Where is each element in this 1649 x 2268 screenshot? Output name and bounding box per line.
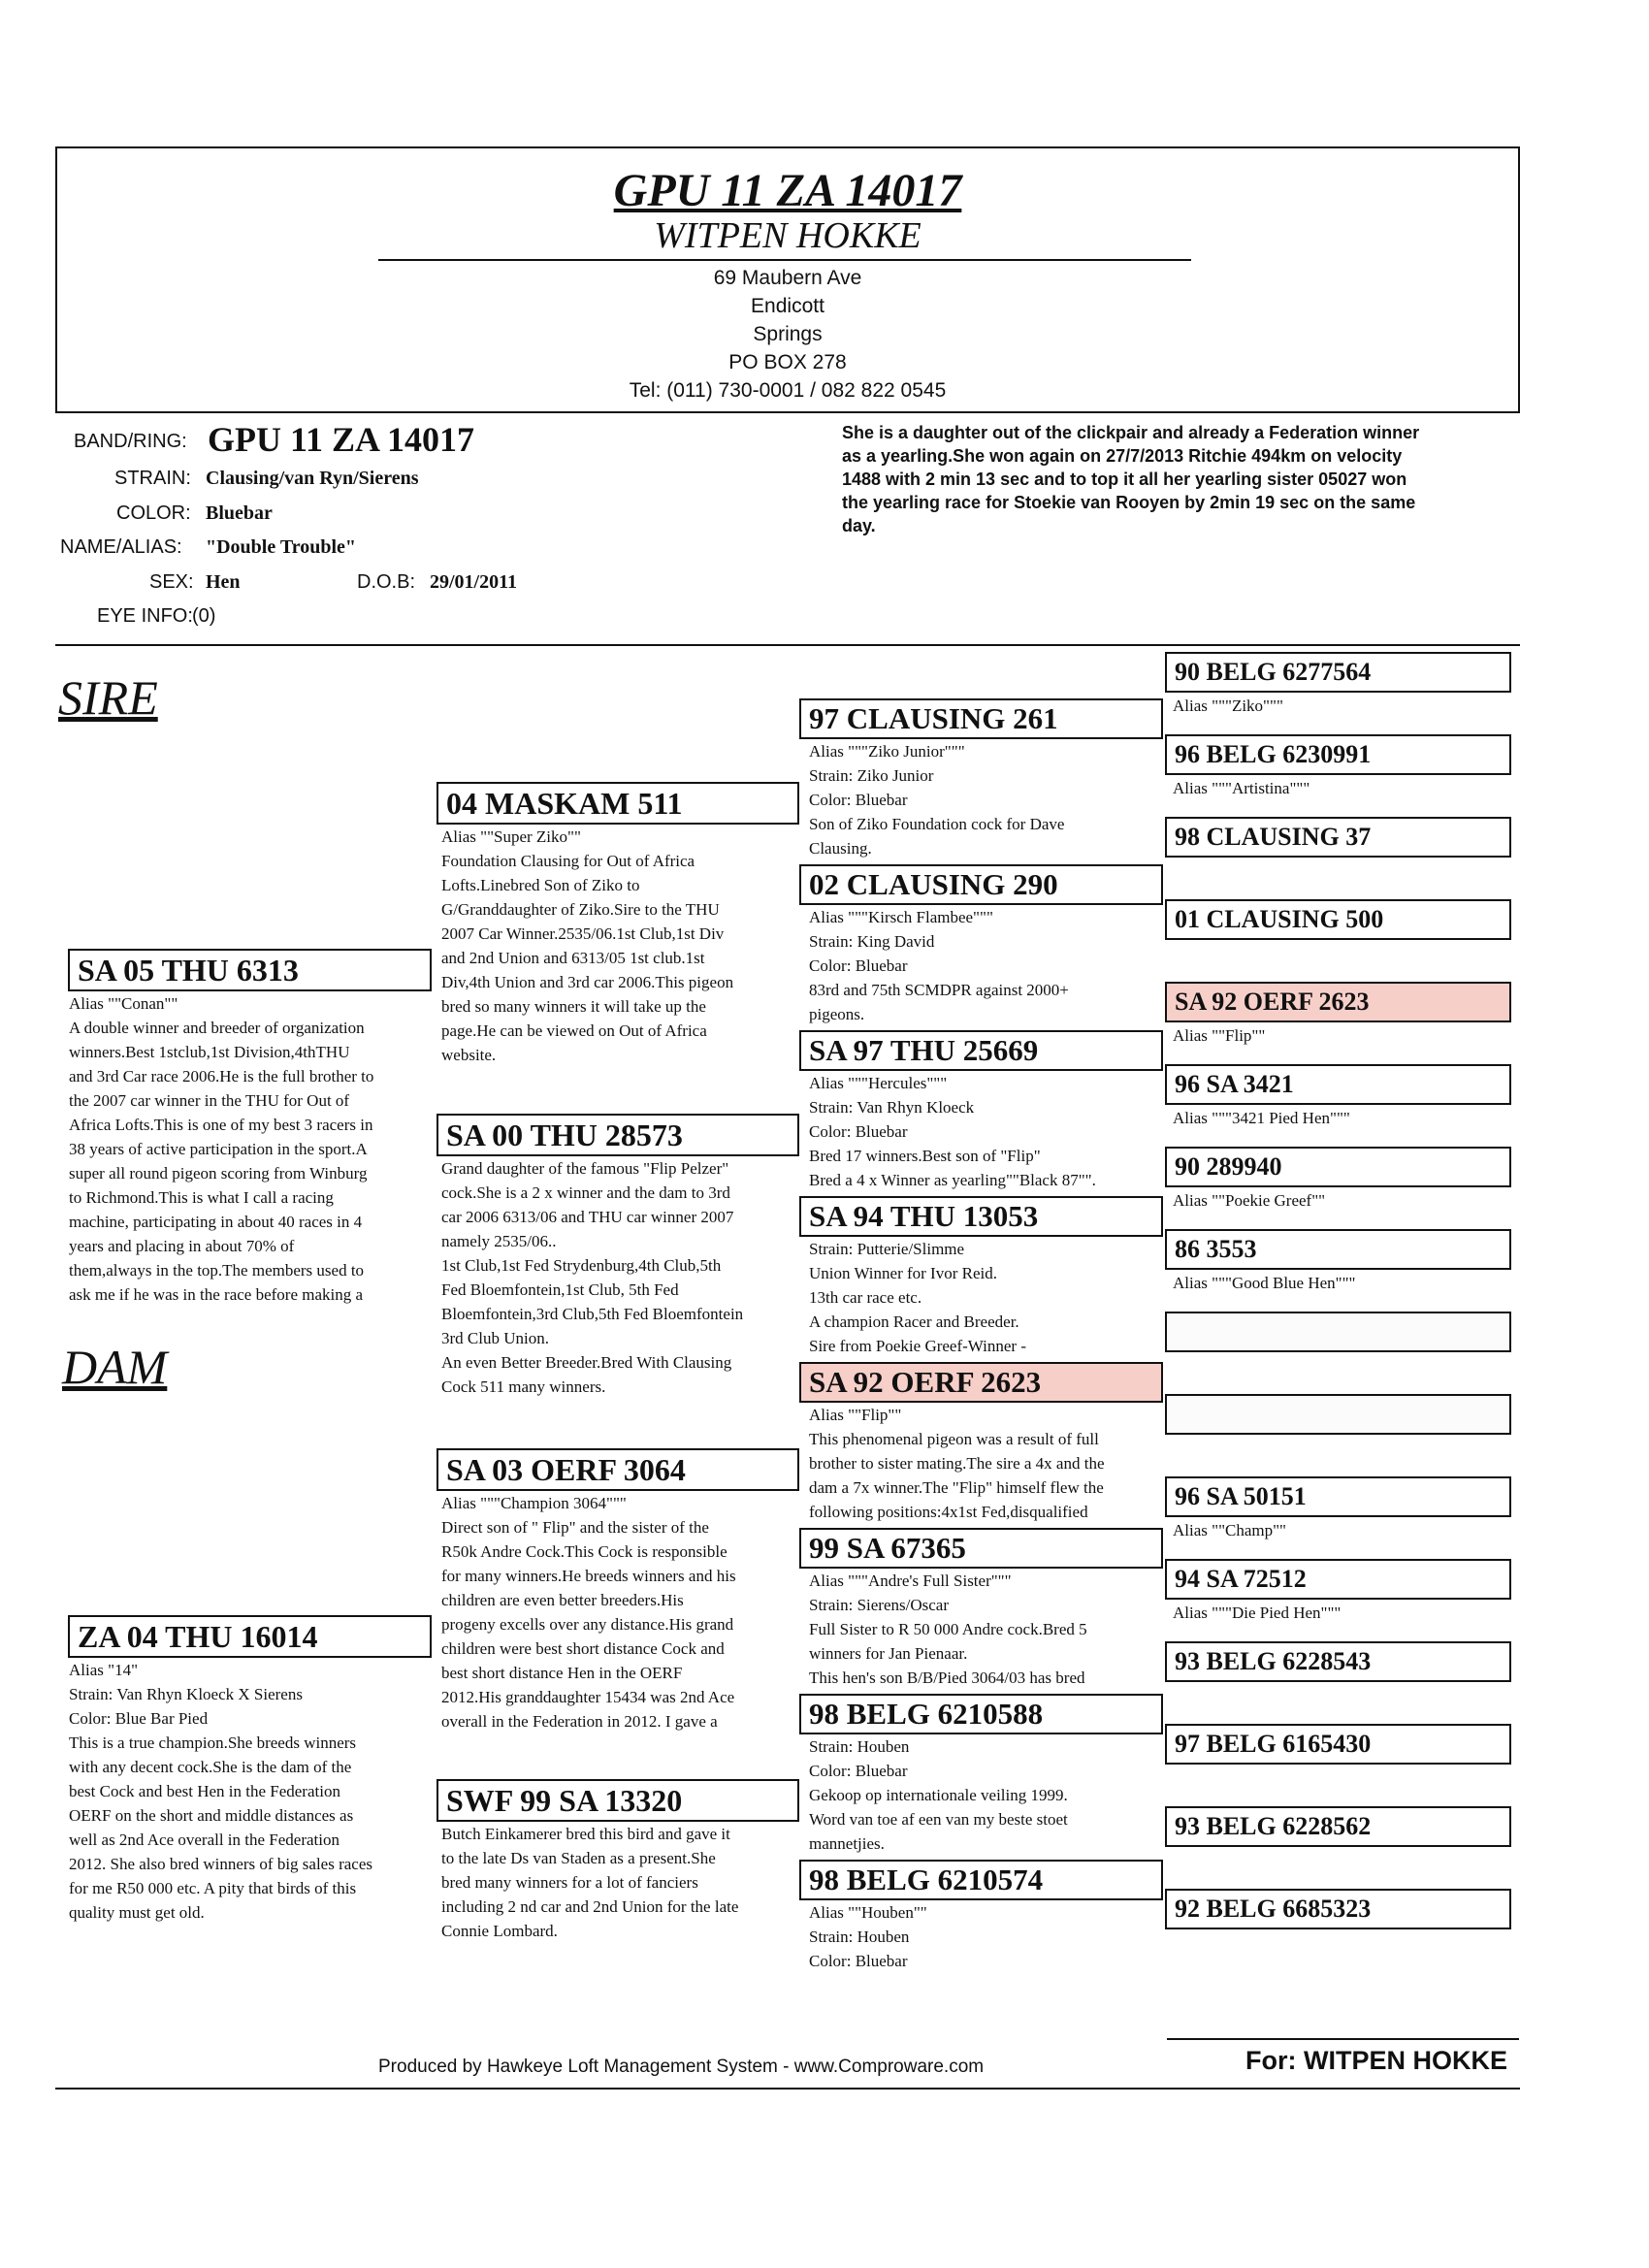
g1-ring-box: SA 05 THU 6313 <box>68 949 432 991</box>
desc-line: them,always in the top.The members used to <box>69 1261 365 1280</box>
g2-ring-box: 04 MASKAM 511 <box>436 782 799 825</box>
g2-description <box>441 1491 736 1733</box>
footer-for: For: WITPEN HOKKE <box>1245 2046 1507 2075</box>
desc-line: Color: Bluebar <box>809 956 908 975</box>
g2-ring-box: SA 03 OERF 3064 <box>436 1448 799 1491</box>
desc-line: Africa Lofts.This is one of my best 3 racers in <box>69 1116 373 1134</box>
g4-ring-box: 98 CLAUSING 37 <box>1165 817 1511 858</box>
desc-line: This phenomenal pigeon was a result of full <box>809 1430 1099 1448</box>
desc-line: best Cock and best Hen in the Federation <box>69 1782 340 1800</box>
g3-ring-box: SA 97 THU 25669 <box>799 1030 1163 1071</box>
g4-alias: Alias """Good Blue Hen""" <box>1173 1274 1356 1292</box>
g3-ring-box: 97 CLAUSING 261 <box>799 698 1163 739</box>
address-line: Springs <box>753 323 823 345</box>
desc-line: Word van toe af een van my beste stoet <box>809 1810 1068 1829</box>
page-title: GPU 11 ZA 14017 <box>613 165 962 216</box>
bird-note-line: She is a daughter out of the clickpair and already a Federation winner <box>842 423 1420 442</box>
desc-line: Alias ""Flip"" <box>809 1406 902 1424</box>
desc-line: 1st Club,1st Fed Strydenburg,4th Club,5th <box>441 1256 722 1275</box>
desc-line: winners for Jan Pienaar. <box>809 1644 968 1663</box>
desc-line: well as 2nd Ace overall in the Federation <box>69 1831 340 1849</box>
g3-ring-box: 98 BELG 6210588 <box>799 1694 1163 1734</box>
desc-line: mannetjies. <box>809 1834 885 1853</box>
desc-line: 2007 Car Winner.2535/06.1st Club,1st Div <box>441 924 725 943</box>
band-label: BAND/RING: <box>74 431 187 452</box>
g4-alias: Alias """Ziko""" <box>1173 697 1283 715</box>
desc-line: Bred a 4 x Winner as yearling""Black 87"". <box>809 1171 1096 1189</box>
bird-note-line: the yearling race for Stoekie van Rooyen by 2min 19 sec on the same <box>842 493 1416 512</box>
desc-line: for me R50 000 etc. A pity that birds of this <box>69 1879 357 1897</box>
desc-line: page.He can be viewed on Out of Africa <box>441 1021 707 1040</box>
desc-line: Alias ""Super Ziko"" <box>441 827 581 846</box>
address-line: PO BOX 278 <box>728 351 847 373</box>
g2-description <box>441 825 733 1067</box>
sex-label: SEX: <box>149 571 194 593</box>
g4-ring-box: 96 BELG 6230991 <box>1165 734 1511 775</box>
strain-label: STRAIN: <box>114 468 191 489</box>
g4-alias: Alias ""Poekie Greef"" <box>1173 1191 1326 1210</box>
desc-line: An even Better Breeder.Bred With Clausing <box>441 1353 732 1372</box>
g2-ring-box: SA 00 THU 28573 <box>436 1114 799 1156</box>
desc-line: children were best short distance Cock and <box>441 1639 725 1658</box>
desc-line: 83rd and 75th SCMDPR against 2000+ <box>809 981 1069 999</box>
g4-ring-box: 96 SA 3421 <box>1165 1064 1511 1105</box>
desc-line: winners.Best 1stclub,1st Division,4thTHU <box>69 1043 350 1061</box>
desc-line: Strain: Putterie/Slimme <box>809 1240 965 1258</box>
section-divider <box>55 644 1520 646</box>
g4-alias: Alias """Artistina""" <box>1173 779 1310 797</box>
g4-ring-box: 90 289940 <box>1165 1147 1511 1187</box>
desc-line: Strain: Van Rhyn Kloeck X Sierens <box>69 1685 303 1703</box>
desc-line: 13th car race etc. <box>809 1288 922 1307</box>
desc-line: Strain: King David <box>809 932 935 951</box>
sex-value: Hen <box>206 571 241 593</box>
desc-line: Color: Bluebar <box>809 1762 908 1780</box>
strain-value: Clausing/van Ryn/Sierens <box>206 468 419 489</box>
desc-line: Alias ""Conan"" <box>69 994 178 1013</box>
sire-heading: SIRE <box>58 670 158 725</box>
g3-description <box>809 1900 927 1973</box>
desc-line: Color: Blue Bar Pied <box>69 1709 209 1728</box>
desc-line: R50k Andre Cock.This Cock is responsible <box>441 1542 728 1561</box>
bird-note <box>842 421 1492 537</box>
g4-ring-box: 90 BELG 6277564 <box>1165 652 1511 693</box>
g4-ring-box: 97 BELG 6165430 <box>1165 1724 1511 1765</box>
desc-line: Full Sister to R 50 000 Andre cock.Bred 5 <box>809 1620 1087 1638</box>
desc-line: brother to sister mating.The sire a 4x and the <box>809 1454 1105 1473</box>
g4-ring-box: 94 SA 72512 <box>1165 1559 1511 1600</box>
address-line: Endicott <box>751 295 824 317</box>
g4-ring-box: 01 CLAUSING 500 <box>1165 899 1511 940</box>
desc-line: bred so many winners it will take up the <box>441 997 706 1016</box>
desc-line: website. <box>441 1046 497 1064</box>
phone-line: Tel: (011) 730-0001 / 082 822 0545 <box>629 379 947 402</box>
desc-line: This is a true champion.She breeds winners <box>69 1733 357 1752</box>
desc-line: Connie Lombard. <box>441 1922 558 1940</box>
color-value: Bluebar <box>206 502 273 524</box>
g3-description <box>809 1071 1096 1192</box>
g3-ring-box: SA 94 THU 13053 <box>799 1196 1163 1237</box>
g1-description <box>69 1658 372 1925</box>
g4-ring-box: 86 3553 <box>1165 1229 1511 1270</box>
g1-description <box>69 991 373 1307</box>
g3-ring-box-highlighted: SA 92 OERF 2623 <box>799 1362 1163 1403</box>
desc-line: Bloemfontein,3rd Club,5th Fed Bloemfontein <box>441 1305 744 1323</box>
desc-line: 2012.His granddaughter 15434 was 2nd Ace <box>441 1688 735 1706</box>
g4-alias: Alias ""Flip"" <box>1173 1026 1266 1045</box>
desc-line: Alias """Andre's Full Sister""" <box>809 1571 1012 1590</box>
desc-line: G/Granddaughter of Ziko.Sire to the THU <box>441 900 720 919</box>
g3-description <box>809 1237 1026 1358</box>
g2-description <box>441 1822 738 1943</box>
header-box <box>55 146 1520 413</box>
g3-description <box>809 905 1069 1026</box>
g3-description <box>809 1569 1087 1690</box>
desc-line: Bred 17 winners.Best son of "Flip" <box>809 1147 1041 1165</box>
color-label: COLOR: <box>116 502 191 524</box>
desc-line: progeny excells over any distance.His grand <box>441 1615 734 1634</box>
desc-line: cock.She is a 2 x winner and the dam to 3rd <box>441 1183 730 1202</box>
desc-line: Alias """Kirsch Flambee""" <box>809 908 993 926</box>
g2-ring-box: SWF 99 SA 13320 <box>436 1779 799 1822</box>
desc-line: the 2007 car winner in the THU for Out of <box>69 1091 350 1110</box>
g4-alias: Alias """Die Pied Hen""" <box>1173 1604 1342 1622</box>
bird-note-line: 1488 with 2 min 13 sec and to top it all her yearling sister 05027 won <box>842 470 1407 489</box>
desc-line: Sire from Poekie Greef-Winner - <box>809 1337 1027 1355</box>
address-line: 69 Maubern Ave <box>713 267 862 289</box>
desc-line: Clausing. <box>809 839 872 858</box>
desc-line: A double winner and breeder of organization <box>69 1019 365 1037</box>
g4-ring-box: 93 BELG 6228543 <box>1165 1641 1511 1682</box>
desc-line: Div,4th Union and 3rd car 2006.This pigeon <box>441 973 734 991</box>
desc-line: quality must get old. <box>69 1903 205 1922</box>
desc-line: Direct son of " Flip" and the sister of the <box>441 1518 709 1537</box>
desc-line: years and placing in about 70% of <box>69 1237 295 1255</box>
desc-line: Grand daughter of the famous "Flip Pelzer" <box>441 1159 729 1178</box>
desc-line: Fed Bloemfontein,1st Club, 5th Fed <box>441 1280 679 1299</box>
desc-line: 38 years of active participation in the sport.A <box>69 1140 368 1158</box>
eye-value: (0) <box>192 605 216 627</box>
desc-line: Strain: Sierens/Oscar <box>809 1596 949 1614</box>
dob-label: D.O.B: <box>357 571 416 593</box>
desc-line: Foundation Clausing for Out of Africa <box>441 852 695 870</box>
desc-line: Butch Einkamerer bred this bird and gave it <box>441 1825 730 1843</box>
g3-ring-box: 99 SA 67365 <box>799 1528 1163 1569</box>
g3-description <box>809 1734 1068 1856</box>
footer-rule <box>55 2088 1520 2090</box>
name-label: NAME/ALIAS: <box>60 536 182 558</box>
desc-line: Alias """Hercules""" <box>809 1074 948 1092</box>
dob-value: 29/01/2011 <box>430 571 518 593</box>
name-value: "Double Trouble" <box>206 536 357 558</box>
band-value: GPU 11 ZA 14017 <box>208 420 475 459</box>
g3-description <box>809 739 1064 860</box>
desc-line: machine, participating in about 40 races in 4 <box>69 1213 363 1231</box>
desc-line: car 2006 6313/06 and THU car winner 2007 <box>441 1208 734 1226</box>
bird-note-line: as a yearling.She won again on 27/7/2013 Ritchie 494km on velocity <box>842 446 1403 466</box>
dam-heading: DAM <box>62 1340 168 1394</box>
bird-note-line: day. <box>842 516 876 535</box>
desc-line: Cock 511 many winners. <box>441 1377 606 1396</box>
desc-line: This hen's son B/B/Pied 3064/03 has bred <box>809 1669 1085 1687</box>
desc-line: Color: Bluebar <box>809 791 908 809</box>
desc-line: for many winners.He breeds winners and his <box>441 1567 736 1585</box>
eye-label: EYE INFO: <box>97 605 193 627</box>
desc-line: following positions:4x1st Fed,disqualified <box>809 1503 1088 1521</box>
desc-line: namely 2535/06.. <box>441 1232 557 1250</box>
desc-line: bred many winners for a lot of fanciers <box>441 1873 698 1892</box>
desc-line: with any decent cock.She is the dam of the <box>69 1758 352 1776</box>
header-rule <box>378 259 1191 261</box>
desc-line: Alias """Ziko Junior""" <box>809 742 965 761</box>
desc-line: 3rd Club Union. <box>441 1329 549 1347</box>
desc-line: Alias "14" <box>69 1661 139 1679</box>
desc-line: to the late Ds van Staden as a present.She <box>441 1849 716 1867</box>
desc-line: Strain: Ziko Junior <box>809 766 934 785</box>
desc-line: Alias ""Houben"" <box>809 1903 927 1922</box>
desc-line: Color: Bluebar <box>809 1122 908 1141</box>
desc-line: Strain: Houben <box>809 1928 910 1946</box>
desc-line: super all round pigeon scoring from Winburg <box>69 1164 368 1183</box>
desc-line: best short distance Hen in the OERF <box>441 1664 683 1682</box>
desc-line: OERF on the short and middle distances as <box>69 1806 354 1825</box>
desc-line: Union Winner for Ivor Reid. <box>809 1264 997 1282</box>
desc-line: 2012. She also bred winners of big sales races <box>69 1855 373 1873</box>
desc-line: A champion Racer and Breeder. <box>809 1312 1019 1331</box>
desc-line: and 3rd Car race 2006.He is the full brother to <box>69 1067 374 1085</box>
footer-produced-by: Produced by Hawkeye Loft Management System - www.Comproware.com <box>378 2057 985 2077</box>
loft-name: WITPEN HOKKE <box>654 215 922 256</box>
g4-ring-box: 92 BELG 6685323 <box>1165 1889 1511 1929</box>
g3-ring-box: 98 BELG 6210574 <box>799 1860 1163 1900</box>
g1-ring-box: ZA 04 THU 16014 <box>68 1615 432 1658</box>
g4-ring-box: 93 BELG 6228562 <box>1165 1806 1511 1847</box>
desc-line: Strain: Van Rhyn Kloeck <box>809 1098 975 1117</box>
desc-line: Son of Ziko Foundation cock for Dave <box>809 815 1065 833</box>
desc-line: including 2 nd car and 2nd Union for the late <box>441 1897 739 1916</box>
desc-line: pigeons. <box>809 1005 865 1023</box>
desc-line: Alias """Champion 3064""" <box>441 1494 627 1512</box>
g4-ring-box-empty <box>1165 1312 1511 1352</box>
desc-line: Strain: Houben <box>809 1737 910 1756</box>
g4-alias: Alias """3421 Pied Hen""" <box>1173 1109 1350 1127</box>
desc-line: dam a 7x winner.The "Flip" himself flew the <box>809 1478 1104 1497</box>
desc-line: Gekoop op internationale veiling 1999. <box>809 1786 1068 1804</box>
g4-ring-box-empty <box>1165 1394 1511 1435</box>
desc-line: Color: Bluebar <box>809 1952 908 1970</box>
desc-line: Lofts.Linebred Son of Ziko to <box>441 876 640 894</box>
desc-line: to Richmond.This is what I call a racing <box>69 1188 334 1207</box>
g4-alias: Alias ""Champ"" <box>1173 1521 1286 1539</box>
footer-rule-short <box>1167 2038 1519 2040</box>
g3-description <box>809 1403 1105 1524</box>
desc-line: ask me if he was in the race before making a <box>69 1285 364 1304</box>
g4-ring-box-highlighted: SA 92 OERF 2623 <box>1165 982 1511 1022</box>
desc-line: overall in the Federation in 2012. I gave a <box>441 1712 718 1731</box>
g4-ring-box: 96 SA 50151 <box>1165 1476 1511 1517</box>
g3-ring-box: 02 CLAUSING 290 <box>799 864 1163 905</box>
desc-line: and 2nd Union and 6313/05 1st club.1st <box>441 949 705 967</box>
g2-description <box>441 1156 743 1399</box>
desc-line: children are even better breeders.His <box>441 1591 684 1609</box>
